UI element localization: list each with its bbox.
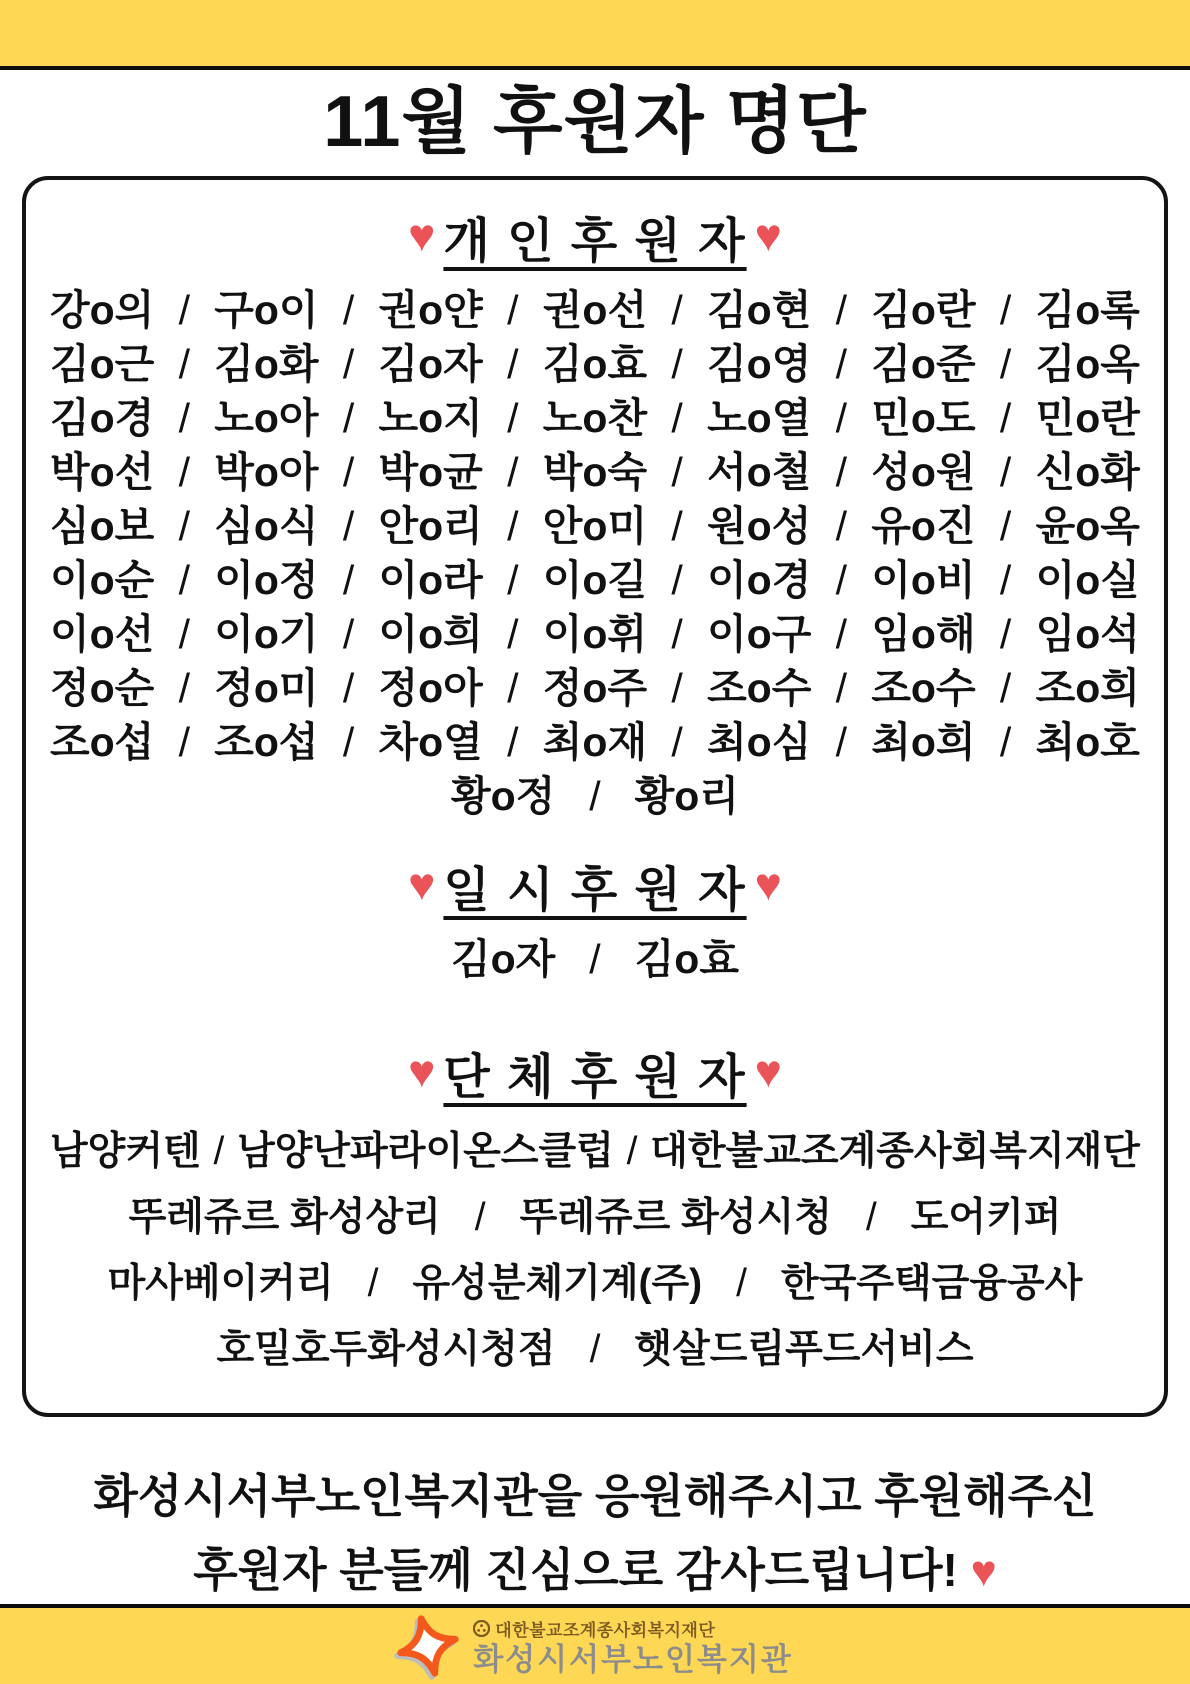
- slash-separator: /: [835, 395, 848, 441]
- donor-name: 안o리: [378, 503, 483, 549]
- slash-separator: /: [342, 665, 355, 711]
- slash-separator: /: [342, 287, 355, 333]
- donor-row: [50, 932, 1140, 986]
- group-donor-name: 유성분체기계(주): [412, 1262, 703, 1305]
- donor-name: 이o길: [542, 557, 648, 603]
- slash-separator: /: [178, 287, 190, 333]
- donor-name: 정o미: [214, 665, 319, 711]
- donor-name: 박o숙: [542, 449, 648, 495]
- donor-name: 박o선: [50, 449, 155, 495]
- donor-row: [50, 391, 1140, 445]
- slash-separator: /: [835, 449, 848, 495]
- heart-icon: ♥: [754, 1044, 782, 1097]
- donor-row: [50, 769, 1140, 823]
- star-logo-icon: [397, 1615, 459, 1677]
- donor-name: 김o효: [542, 341, 648, 387]
- group-donor-rows: [50, 1119, 1140, 1383]
- section-heading-text: 단 체 후 원 자: [443, 1051, 747, 1104]
- slash-separator: /: [671, 503, 683, 549]
- slash-separator: /: [507, 503, 519, 549]
- slash-separator: /: [178, 557, 190, 603]
- slash-separator: /: [865, 1196, 877, 1239]
- slash-separator: /: [507, 665, 519, 711]
- donor-name: 구o이: [214, 287, 319, 333]
- donor-name: 권o얀: [378, 287, 483, 333]
- slash-separator: /: [342, 503, 355, 549]
- donor-row: [50, 1185, 1140, 1251]
- slash-separator: /: [367, 1262, 379, 1305]
- group-donor-name: 호밀호두화성시청점: [216, 1328, 556, 1371]
- donor-name: 이o경: [707, 557, 812, 603]
- donor-name: 노o열: [707, 395, 812, 441]
- thank-you-line-1: 화성시서부노인복지관을 응원해주시고 후원해주신: [93, 1470, 1097, 1522]
- donor-name: 황o정: [451, 773, 556, 819]
- donor-name: 김o옥: [1035, 341, 1140, 387]
- thank-you-message: [0, 1459, 1190, 1609]
- donor-name: 최o심: [707, 719, 812, 765]
- donor-row: [50, 1317, 1140, 1383]
- slash-separator: /: [835, 611, 848, 657]
- donor-name: 김o현: [707, 287, 812, 333]
- donor-name: 심o보: [50, 503, 155, 549]
- slash-separator: /: [178, 395, 190, 441]
- donor-name: 노o지: [378, 395, 483, 441]
- group-donor-name: 뚜레쥬르 화성시청: [519, 1196, 832, 1239]
- slash-separator: /: [835, 503, 848, 549]
- slash-separator: /: [507, 719, 519, 765]
- donor-name: 이o실: [1035, 557, 1140, 603]
- donor-name: 민o란: [1035, 395, 1140, 441]
- slash-separator: /: [671, 449, 683, 495]
- slash-separator: /: [999, 503, 1012, 549]
- slash-separator: /: [178, 503, 190, 549]
- jogye-emblem-icon: [473, 1620, 490, 1637]
- page-title: 11월 후원자 명단: [323, 82, 867, 162]
- section-heading-group: [50, 1038, 1140, 1107]
- slash-separator: /: [999, 395, 1012, 441]
- donor-name: 이o정: [214, 557, 319, 603]
- donor-name: 권o선: [542, 287, 648, 333]
- group-donor-name: 남양커텐: [50, 1130, 201, 1173]
- donor-name: 이o기: [214, 611, 319, 657]
- donor-name: 김o자: [451, 936, 556, 982]
- donor-name: 임o석: [1035, 611, 1140, 657]
- group-donor-name: 뚜레쥬르 화성상리: [128, 1196, 441, 1239]
- slash-separator: /: [671, 719, 683, 765]
- donor-name: 김o준: [871, 341, 976, 387]
- donor-name: 최o재: [542, 719, 648, 765]
- slash-separator: /: [671, 557, 683, 603]
- donor-name: 김o영: [707, 341, 812, 387]
- heart-icon: ♥: [970, 1547, 997, 1596]
- slash-separator: /: [671, 665, 683, 711]
- donor-name: 김o록: [1035, 287, 1140, 333]
- donor-name: 박o균: [378, 449, 483, 495]
- slash-separator: /: [736, 1262, 748, 1305]
- section-heading-one-time: [50, 851, 1140, 920]
- slash-separator: /: [507, 287, 519, 333]
- donor-name: 유o진: [871, 503, 976, 549]
- donor-name: 김o경: [50, 395, 155, 441]
- slash-separator: /: [342, 395, 355, 441]
- footer-org-large-line: 화성시서부노인복지관: [473, 1641, 793, 1677]
- donor-name: 김o효: [634, 936, 739, 982]
- slash-separator: /: [589, 1328, 601, 1371]
- group-donor-name: 한국주택금융공사: [781, 1262, 1083, 1305]
- slash-separator: /: [342, 719, 355, 765]
- donor-name: 조o수: [871, 665, 976, 711]
- donor-name: 김o근: [50, 341, 155, 387]
- donor-name: 차o열: [378, 719, 483, 765]
- donor-name: 서o철: [707, 449, 812, 495]
- donor-name: 조o희: [1035, 665, 1140, 711]
- slash-separator: /: [671, 287, 683, 333]
- slash-separator: /: [835, 665, 848, 711]
- slash-separator: /: [507, 611, 519, 657]
- slash-separator: /: [342, 449, 355, 495]
- donor-name: 이o휘: [542, 611, 648, 657]
- donor-name: 이o라: [378, 557, 483, 603]
- donor-name: 이o선: [50, 611, 155, 657]
- slash-separator: /: [589, 936, 601, 982]
- heart-icon: ♥: [408, 857, 436, 910]
- group-donor-name: 햇살드림푸드서비스: [634, 1328, 974, 1371]
- donor-name: 이o비: [871, 557, 976, 603]
- slash-separator: /: [342, 341, 355, 387]
- slash-separator: /: [999, 287, 1012, 333]
- slash-separator: /: [999, 611, 1012, 657]
- donor-name: 성o원: [871, 449, 976, 495]
- donor-name: 민o도: [871, 395, 976, 441]
- donor-row: [50, 1251, 1140, 1317]
- slash-separator: /: [213, 1130, 225, 1173]
- donor-name: 조o섭: [214, 719, 319, 765]
- group-donor-name: 대한불교조계종사회복지재단: [650, 1130, 1140, 1173]
- slash-separator: /: [999, 557, 1012, 603]
- slash-separator: /: [507, 395, 519, 441]
- donor-name: 조o섭: [50, 719, 155, 765]
- donor-row: [50, 445, 1140, 499]
- donor-name: 노o아: [214, 395, 319, 441]
- slash-separator: /: [835, 287, 848, 333]
- heart-icon: ♥: [754, 208, 782, 261]
- slash-separator: /: [835, 719, 848, 765]
- slash-separator: /: [835, 341, 848, 387]
- slash-separator: /: [507, 341, 519, 387]
- donor-name: 안o미: [542, 503, 648, 549]
- slash-separator: /: [999, 341, 1012, 387]
- donor-name: 조o수: [707, 665, 812, 711]
- slash-separator: /: [342, 557, 355, 603]
- donor-name: 정o순: [50, 665, 155, 711]
- individual-donor-rows: [50, 283, 1140, 823]
- section-heading-text: 일 시 후 원 자: [443, 864, 747, 917]
- donor-name: 윤o옥: [1035, 503, 1140, 549]
- donor-list-box: [22, 176, 1168, 1417]
- slash-separator: /: [999, 449, 1012, 495]
- donor-row: [50, 499, 1140, 553]
- donor-name: 원o성: [707, 503, 812, 549]
- thank-you-line-2: 후원자 분들께 진심으로 감사드립니다! ♥: [193, 1544, 997, 1596]
- heart-icon: ♥: [408, 1044, 436, 1097]
- slash-separator: /: [999, 665, 1012, 711]
- footer-org-small-line: 대한불교조계종사회복지재단: [473, 1616, 792, 1641]
- slash-separator: /: [474, 1196, 486, 1239]
- donor-name: 최o희: [871, 719, 976, 765]
- heart-icon: ♥: [754, 857, 782, 910]
- footer-org-text: [473, 1616, 792, 1677]
- one-time-donor-rows: [50, 932, 1140, 986]
- donor-name: 김o화: [214, 341, 319, 387]
- donor-name: 이o순: [50, 557, 155, 603]
- slash-separator: /: [671, 341, 683, 387]
- group-donor-name: 마사베이커리: [107, 1262, 334, 1305]
- donor-row: [50, 283, 1140, 337]
- slash-separator: /: [671, 611, 683, 657]
- slash-separator: /: [178, 341, 190, 387]
- donor-name: 심o식: [214, 503, 319, 549]
- slash-separator: /: [626, 1130, 638, 1173]
- donor-name: 강o의: [50, 287, 155, 333]
- donor-name: 김o란: [871, 287, 976, 333]
- donor-name: 정o아: [378, 665, 483, 711]
- slash-separator: /: [835, 557, 848, 603]
- donor-name: 신o화: [1035, 449, 1140, 495]
- slash-separator: /: [507, 449, 519, 495]
- slash-separator: /: [342, 611, 355, 657]
- donor-name: 김o자: [378, 341, 483, 387]
- donor-name: 정o주: [542, 665, 648, 711]
- slash-separator: /: [999, 719, 1012, 765]
- donor-name: 노o찬: [542, 395, 648, 441]
- donor-name: 이o희: [378, 611, 483, 657]
- donor-name: 최o호: [1035, 719, 1140, 765]
- group-donor-name: 남양난파라이온스클럽: [237, 1130, 614, 1173]
- slash-separator: /: [507, 557, 519, 603]
- donor-name: 박o아: [214, 449, 319, 495]
- heart-icon: ♥: [408, 208, 436, 261]
- footer-banner: [0, 1604, 1190, 1684]
- slash-separator: /: [178, 665, 190, 711]
- donor-row: [50, 661, 1140, 715]
- top-banner: [0, 0, 1190, 70]
- donor-row: [50, 607, 1140, 661]
- donor-name: 황o리: [634, 773, 739, 819]
- group-donor-name: 도어키퍼: [910, 1196, 1062, 1239]
- slash-separator: /: [589, 773, 601, 819]
- donor-name: 이o구: [707, 611, 812, 657]
- section-heading-text: 개 인 후 원 자: [443, 215, 747, 268]
- donor-name: 임o해: [871, 611, 976, 657]
- donor-row: [50, 337, 1140, 391]
- slash-separator: /: [178, 719, 190, 765]
- donor-row: [50, 1119, 1140, 1185]
- donor-row: [50, 553, 1140, 607]
- slash-separator: /: [671, 395, 683, 441]
- donor-row: [50, 715, 1140, 769]
- slash-separator: /: [178, 449, 190, 495]
- section-heading-individual: [50, 202, 1140, 271]
- slash-separator: /: [178, 611, 190, 657]
